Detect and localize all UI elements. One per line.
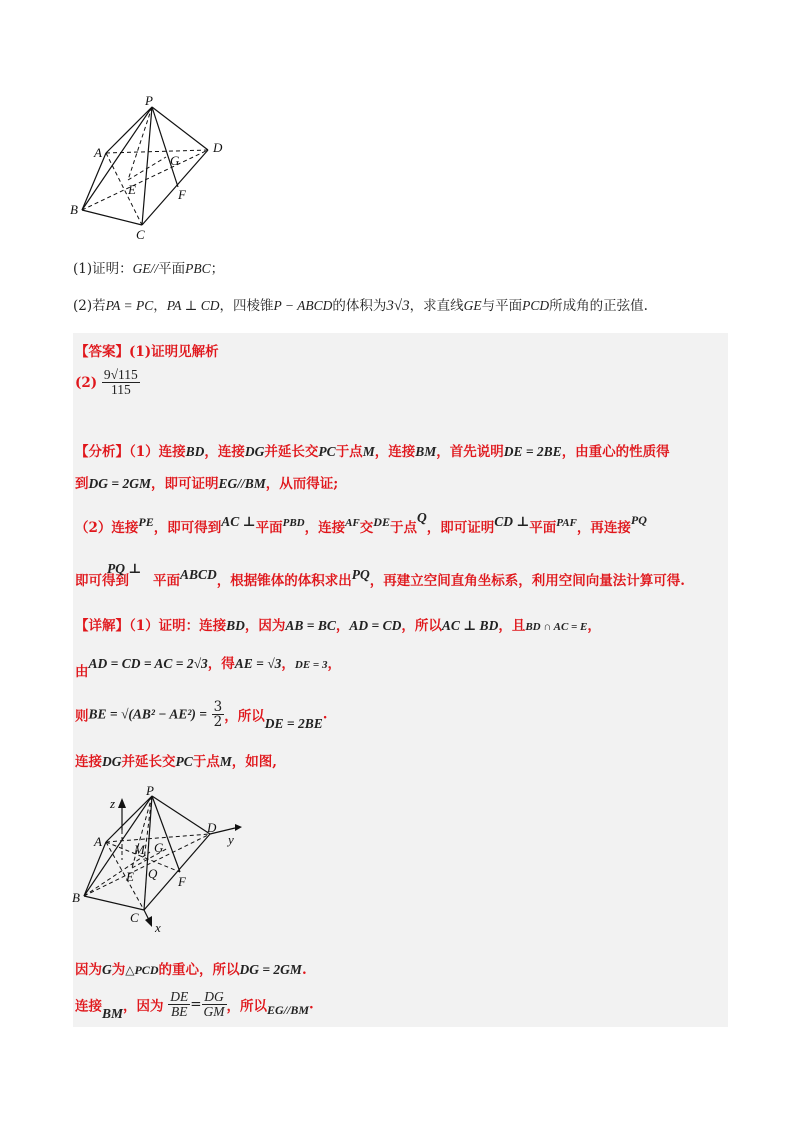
label-B2: B bbox=[72, 890, 80, 905]
label-G: G bbox=[170, 153, 180, 168]
detail-line-2: 由AD = CD = AC = 2√3，得AE = √3，DE = 3， bbox=[75, 656, 341, 680]
answer-line-1: 【答案】(1)证明见解析 bbox=[75, 344, 219, 360]
label-A: A bbox=[94, 145, 102, 160]
label-P: P bbox=[145, 95, 153, 108]
label-E2: E bbox=[126, 869, 134, 884]
detail-line-5: 因为G为△PCD的重心，所以DG = 2GM. bbox=[75, 962, 307, 978]
label-C2: C bbox=[130, 910, 139, 925]
pyramid-figure bbox=[70, 95, 240, 243]
detail-line-4: 连接DG并延长交PC于点M，如图, bbox=[75, 754, 277, 770]
analysis-line-1: 【分析】（1）连接BD，连接DG并延长交PC于点M，连接BM，首先说明DE = 2BE，由重心的性质得 bbox=[75, 444, 670, 460]
answer-line-2: (2) $\frac{9√115}{115}$ bbox=[75, 367, 138, 398]
label-C: C bbox=[136, 227, 145, 242]
question-1: (1)证明：GE//平面PBC； bbox=[73, 261, 225, 277]
label-G2: G bbox=[154, 840, 164, 855]
detail-line-1: 【详解】（1）证明：连接BD，因为AB = BC，AD = CD，所以AC ⊥ BD，且BD ∩ AC = E， bbox=[75, 618, 601, 634]
label-z: z bbox=[110, 796, 116, 811]
label-P2: P bbox=[146, 783, 154, 798]
question-2: (2)若PA = PC，PA ⊥ CD，四棱锥P − ABCD的体积为3√3，求直线GE与平面PCD所成角的正弦值. bbox=[73, 298, 648, 314]
analysis-line-4: PQ ⊥ 即可得到 平面ABCD，根据锥体的体积求出PQ，再建立空间直角坐标系，利用空间向量法计算可得. bbox=[75, 561, 685, 589]
label-M2: M bbox=[134, 842, 145, 857]
label-A2: A bbox=[94, 834, 102, 849]
label-E: E bbox=[128, 182, 136, 197]
analysis-line-3: （2）连接PE，即可得到AC ⊥平面$^{PBD}$，连接$^{AF}$交DE于点Q，即可证明CD ⊥平面$^{PAF}$，再连接PQ bbox=[75, 510, 647, 536]
detail-line-3: 则BE = √(AB² − AE²) = $\frac{3}{2}$ ，所以DE = 2BE. bbox=[75, 699, 328, 732]
label-y: y bbox=[228, 832, 234, 847]
label-F: F bbox=[178, 187, 186, 202]
detail-line-6: 连接BM，因为 $\frac{DE}{BE}$ = $\frac{DG}{GM}$ ，所以EG//BM. bbox=[75, 989, 314, 1022]
label-B: B bbox=[70, 202, 78, 217]
analysis-line-2: 到DG = 2GM，即可证明EG//BM，从而得证; bbox=[75, 476, 339, 492]
coordinate-figure bbox=[70, 782, 255, 942]
label-F2: F bbox=[178, 874, 186, 889]
label-x: x bbox=[155, 920, 161, 935]
label-D2: D bbox=[207, 820, 217, 835]
label-D: D bbox=[213, 140, 223, 155]
label-Q2: Q bbox=[148, 866, 158, 881]
